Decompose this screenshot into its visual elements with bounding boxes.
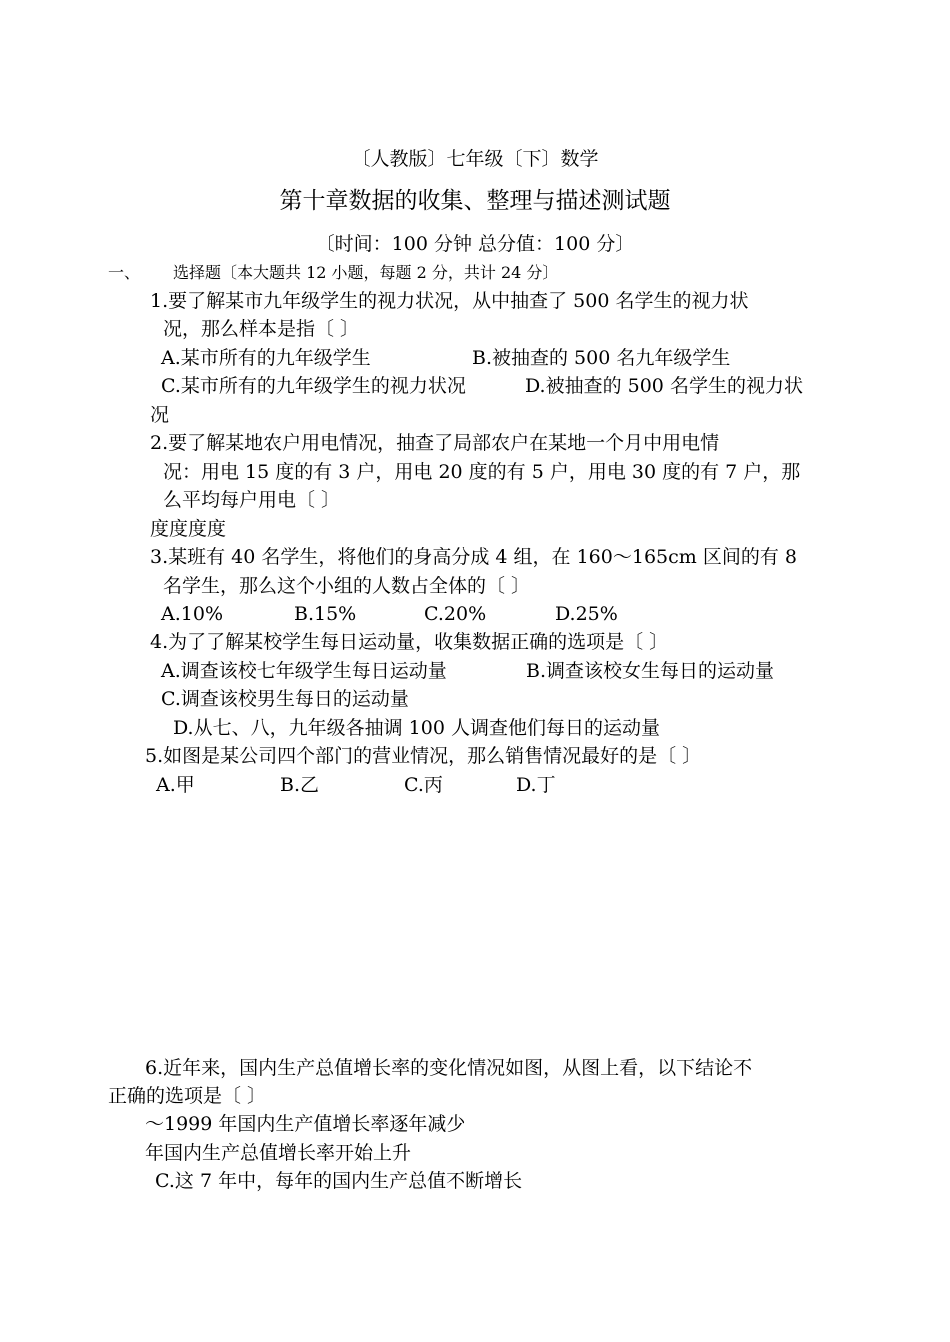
q5-stem: 5.如图是某公司四个部门的营业情况，那么销售情况最好的是〔 〕	[145, 745, 702, 767]
q2-stem-line3: 么平均每户用电〔 〕	[163, 489, 341, 511]
time-info: 〔时间：100 分钟 总分值：100 分〕	[315, 233, 635, 255]
q1-option-d-cont: 况	[150, 404, 170, 426]
q4-option-c: C.调查该校男生每日的运动量	[161, 688, 409, 710]
q4-stem: 4.为了了解某校学生每日运动量，收集数据正确的选项是〔 〕	[150, 631, 669, 653]
q2-stem-line2: 况：用电 15 度的有 3 户，用电 20 度的有 5 户，用电 30 度的有 7 户，那	[163, 461, 801, 483]
q3-option-a: A.10%	[161, 603, 223, 625]
q4-option-b: B.调查该校女生每日的运动量	[526, 660, 775, 682]
q4-option-d: D.从七、八，九年级各抽调 100 人调查他们每日的运动量	[173, 717, 660, 739]
q1-option-c: C.某市所有的九年级学生的视力状况	[161, 375, 466, 397]
q4-option-a: A.调查该校七年级学生每日运动量	[161, 660, 447, 682]
q3-stem-line2: 名学生，那么这个小组的人数占全体的〔 〕	[163, 575, 531, 597]
q3-stem-line1: 3.某班有 40 名学生，将他们的身高分成 4 组，在 160～165cm 区间的有 8	[150, 546, 797, 568]
q6-option-c: C.这 7 年中，每年的国内生产总值不断增长	[155, 1170, 523, 1192]
q3-option-d: D.25%	[555, 603, 618, 625]
q5-option-a: A.甲	[156, 774, 195, 796]
section-number: 一、	[108, 263, 141, 282]
page-title: 第十章数据的收集、整理与描述测试题	[279, 188, 671, 214]
edition-line: 〔人教版〕七年级〔下〕数学	[351, 148, 599, 170]
q1-stem-line1: 1.要了解某市九年级学生的视力状况，从中抽查了 500 名学生的视力状	[150, 290, 749, 312]
q3-option-c: C.20%	[424, 603, 487, 625]
q1-option-b: B.被抽查的 500 名九年级学生	[472, 347, 731, 369]
q5-option-c: C.丙	[404, 774, 443, 796]
q6-option-a: ～1999 年国内生产值增长率逐年减少	[145, 1113, 466, 1135]
q6-stem-line1: 6.近年来，国内生产总值增长率的变化情况如图，从图上看，以下结论不	[145, 1057, 753, 1079]
q2-stem-line1: 2.要了解某地农户用电情况，抽查了局部农户在某地一个月中用电情	[150, 432, 720, 454]
q5-option-d: D.丁	[516, 774, 556, 796]
q6-stem-line2: 正确的选项是〔 〕	[108, 1085, 267, 1107]
q6-option-b: 年国内生产总值增长率开始上升	[145, 1142, 412, 1164]
q1-option-a: A.某市所有的九年级学生	[161, 347, 371, 369]
q1-stem-line2: 况，那么样本是指〔 〕	[163, 318, 360, 340]
q2-options: 度度度度	[150, 518, 227, 540]
section-heading: 选择题〔本大题共 12 小题，每题 2 分，共计 24 分〕	[173, 263, 559, 282]
q1-option-d: D.被抽查的 500 名学生的视力状	[525, 375, 803, 397]
q5-option-b: B.乙	[280, 774, 320, 796]
q3-option-b: B.15%	[294, 603, 357, 625]
